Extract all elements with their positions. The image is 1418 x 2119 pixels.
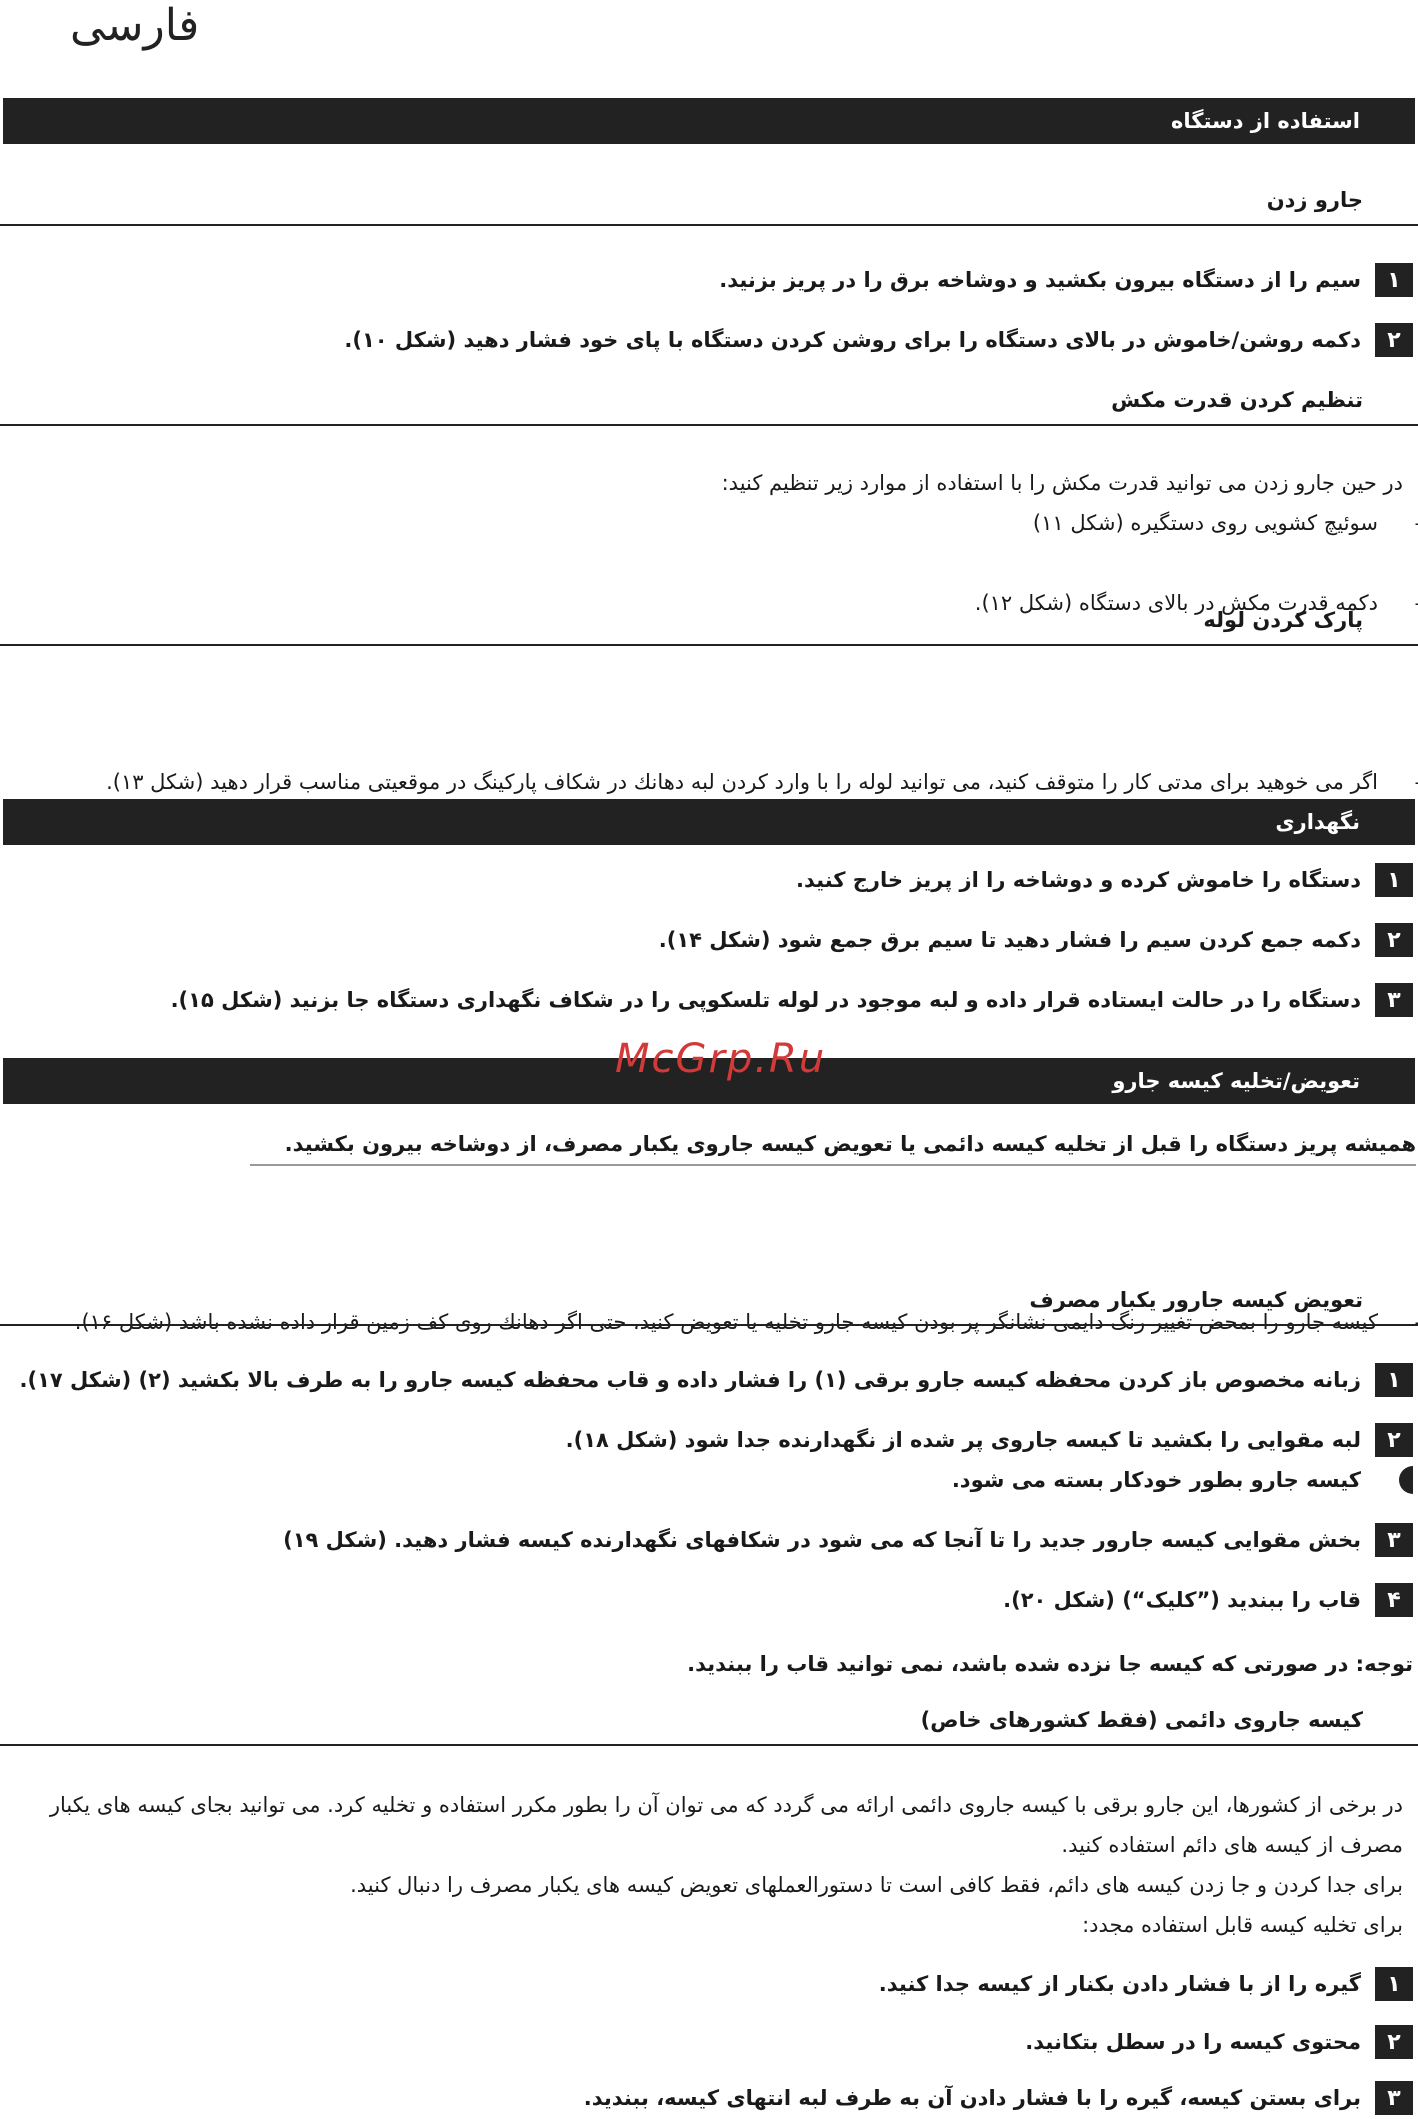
step-text: زبانه مخصوص باز کردن محفظه کیسه جارو برقی (۱) را فشار داده و قاب محفظه کیسه جارو را به طرف بالا بکشید (۲) (شکل ۱۷). [19,1368,1361,1392]
suction-item-1: – سوئیچ کشویی روی دستگیره (شکل ۱۱) [15,503,1418,543]
note-text: توجه: در صورتی که کیسه جا نزده شده باشد، نمی توانید قاب را ببندید. [687,1652,1413,1676]
disposable-step-2 [0,1422,1413,1458]
language-label: فارسی [70,0,200,51]
step-text: گیره را از با فشار دادن بکنار از کیسه جدا کنید. [878,1972,1361,1996]
step-text: لبه مقوایی را بکشید تا کیسه جاروی پر شده از نگهدارنده جدا شود (شکل ۱۸). [565,1428,1361,1452]
bag-warning: همیشه پریز دستگاه را قبل از تخلیه کیسه دائمی یا تعویض کیسه جاروی یکبار مصرف، از دوشاخه بیرون بکشید. [250,1124,1416,1166]
note-text: کیسه جارو بطور خودکار بسته می شود. [951,1468,1361,1492]
permanent-para-1: در برخی از کشورها، این جارو برقی با کیسه جاروی دائمی ارائه می گردد که می توان آن را بطور مکرر استفاده و تخلیه کرد. می توانید بجای کیسه های یکبار مصرف از کیسه های دائم استفاده کنید. [49,1793,1403,1857]
storage-step-2 [0,922,1413,958]
step-number: ۳ [1375,1523,1413,1557]
step-text: دکمه جمع کردن سیم را فشار دهید تا سیم برق جمع شود (شکل ۱۴). [658,928,1361,952]
section-bar-use: استفاده از دستگاه [3,98,1415,144]
note-bullet-icon [1399,1466,1413,1494]
step-number: ۲ [1375,923,1413,957]
step-number: ۳ [1375,2081,1413,2115]
storage-step-3 [0,982,1413,1018]
step-number: ۳ [1375,983,1413,1017]
section-bar-storage: نگهداری [3,799,1415,845]
step-text: برای بستن کیسه، گیره را با فشار دادن آن به طرف لبه انتهای کیسه، ببندید. [583,2086,1361,2110]
step-text: دستگاه را خاموش کرده و دوشاخه را از پریز خارج کنید. [796,868,1361,892]
step-number: ۲ [1375,1423,1413,1457]
step-text: محتوی کیسه را در سطل بتکانید. [1025,2030,1361,2054]
parking-item: – اگر می خوهید برای مدتی کار را متوقف کنید، می توانید لوله را با وارد کردن لبه دهانك در شکاف پارکینگ در موقعیتی مناسب قرار دهید (شکل ۱۳). [15,762,1418,802]
disposable-step-1 [0,1362,1413,1398]
vacuuming-step-1 [0,262,1413,298]
disposable-step-2-note [0,1462,1413,1498]
permanent-para-3: برای تخلیه کیسه قابل استفاده مجدد: [1082,1913,1403,1937]
disposable-step-4 [0,1582,1413,1618]
disposable-step-3 [0,1522,1413,1558]
step-number: ۱ [1375,1363,1413,1397]
step-text: سیم را از دستگاه بیرون بکشید و دوشاخه برق را در پریز بزنید. [719,268,1361,292]
step-number: ۲ [1375,2025,1413,2059]
storage-step-1 [0,862,1413,898]
subsection-vacuuming-title: جارو زدن [0,178,1418,226]
bag-item: – کیسه جارو را بمحض تغییر رنگ دایمی نشانگر پر بودن کیسه جارو تخلیه یا تعویض کنید، حتی اگر دهانك روی کف زمین قرار داده نشده باشد (شکل ۱۶). [15,1302,1418,1342]
section-bar-bag: تعویض/تخلیه کیسه جارو [3,1058,1415,1104]
vacuuming-step-2 [0,322,1413,358]
permanent-step-3 [0,2080,1413,2116]
step-number: ۲ [1375,323,1413,357]
step-number: ۴ [1375,1583,1413,1617]
disposable-note [0,1646,1413,1682]
watermark: McGrp.Ru [615,1036,827,1082]
step-number: ۱ [1375,863,1413,897]
subsection-parking-title: پارک کردن لوله [0,598,1418,646]
step-text: دستگاه را در حالت ایستاده قرار داده و لبه موجود در لوله تلسکوپی را در شکاف نگهداری دستگاه جا بزنید (شکل ۱۵). [170,988,1361,1012]
permanent-para-2: برای جدا کردن و جا زدن کیسه های دائم، فقط کافی است تا دستورالعملهای تعویض کیسه های یکبار مصرف را دنبال کنید. [350,1873,1403,1897]
subsection-suction-title: تنظیم کردن قدرت مکش [0,378,1418,426]
subsection-disposable-title: تعویض کیسه جارور یکبار مصرف [0,1278,1418,1326]
step-number: ۱ [1375,263,1413,297]
permanent-step-1 [0,1966,1413,2002]
permanent-step-2 [0,2024,1413,2060]
step-text: بخش مقوایی کیسه جارور جدید را تا آنجا که می شود در شکافهای نگهدارنده کیسه فشار دهید. (شکل ۱۹) [283,1528,1361,1552]
step-text: قاب را ببندید (”کلیک“) (شکل ۲۰). [1003,1588,1361,1612]
subsection-permanent-title: کیسه جاروی دائمی (فقط کشورهای خاص) [0,1698,1418,1746]
suction-item-2: – دکمه قدرت مکش در بالای دستگاه (شکل ۱۲). [15,583,1418,623]
step-number: ۱ [1375,1967,1413,2001]
suction-intro: در حین جارو زدن می توانید قدرت مکش را با استفاده از موارد زیر تنظیم کنید: [721,471,1403,495]
step-text: دکمه روشن/خاموش در بالای دستگاه را برای روشن کردن دستگاه با پای خود فشار دهید (شکل ۱۰). [344,328,1361,352]
